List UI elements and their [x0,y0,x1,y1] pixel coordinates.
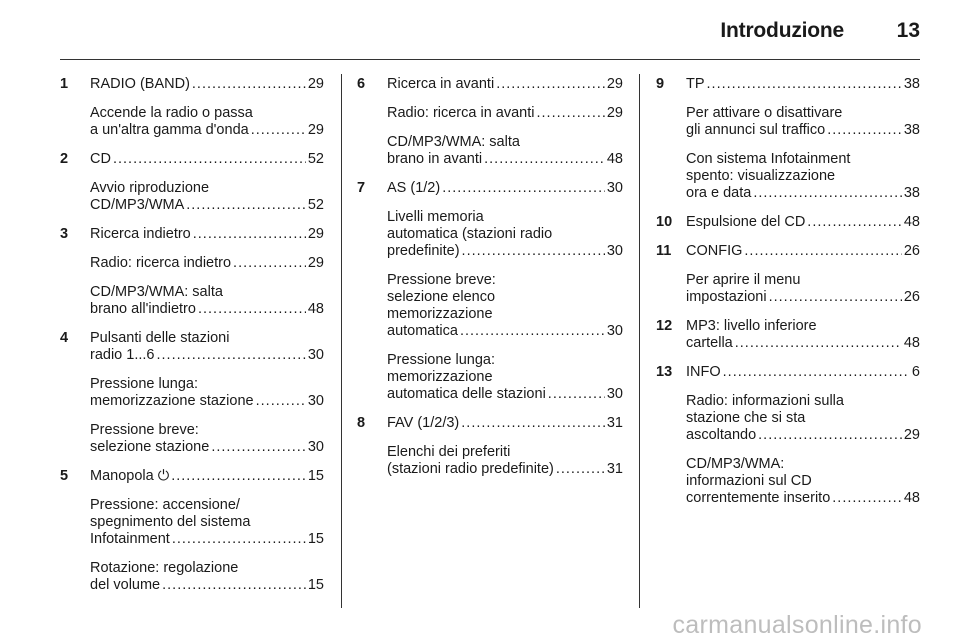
dot-leader [192,76,306,93]
entry-item [90,497,324,548]
entry-number: 10 [656,214,673,230]
entry-reference-line [387,386,623,403]
index-entry-7 [357,180,623,403]
index-entry-6 [357,76,623,168]
entry-number: 13 [656,364,673,380]
entry-text: spegnimento del sistema [90,514,251,530]
dot-leader [556,461,605,478]
entry-text: Pressione lunga: [90,376,199,392]
entry-item [90,255,324,272]
entry-text: selezione elenco [387,289,496,305]
entry-text: stazione che si sta [686,410,806,426]
page-reference: 30 [307,347,324,363]
page-reference: 38 [903,122,920,138]
page-reference: 26 [903,243,920,259]
entry-text: CD/MP3/WMA: salta [90,284,223,300]
entry-text: FAV (1/2/3) [387,415,460,431]
dot-leader [193,226,306,243]
entry-text: ascoltando [686,427,757,443]
entry-item [387,105,623,122]
dot-leader [548,386,605,403]
entry-text: MP3: livello inferiore [686,318,817,334]
entry-text: Per attivare o disattivare [686,105,843,121]
entry-number: 6 [357,76,366,92]
entry-item [387,272,623,340]
dot-leader [171,468,306,485]
entry-number: 1 [60,76,69,92]
entry-text: Elenchi dei preferiti [387,444,511,460]
entry-reference-line [90,531,324,548]
index-column-1 [60,76,324,606]
entry-item [387,134,623,168]
page-reference: 15 [307,531,324,547]
entry-text: Radio: ricerca in avanti [387,105,535,121]
page-reference: 30 [307,393,324,409]
entry-text: Rotazione: regolazione [90,560,239,576]
dot-leader [832,490,902,507]
entry-reference-line [387,415,623,432]
entry-reference-line [90,439,324,456]
dot-leader [723,364,910,381]
entry-text: Ricerca in avanti [387,76,495,92]
entry-item [686,393,920,444]
dot-leader [461,415,605,432]
dot-leader [484,151,605,168]
entry-text: Accende la radio o passa [90,105,253,121]
entry-text: Avvio riproduzione [90,180,210,196]
entry-item [686,272,920,306]
page-reference: 29 [307,76,324,92]
index-entry-5 [60,468,324,594]
page-reference: 31 [606,415,623,431]
entry-reference-line [387,105,623,122]
dot-leader [735,335,902,352]
entry-reference-line [686,427,920,444]
entry-text: predefinite) [387,243,460,259]
entry-reference-line [686,490,920,507]
dot-leader [198,301,306,318]
entry-item [90,330,324,364]
entry-reference-line [90,347,324,364]
dot-leader [758,427,902,444]
entry-number: 4 [60,330,69,346]
entry-reference-line [387,461,623,478]
dot-leader [162,577,306,594]
entry-item [387,415,623,432]
dot-leader [256,393,306,410]
entry-reference-line [90,151,324,168]
entry-number: 11 [656,243,672,259]
dot-leader [462,243,605,260]
dot-leader [251,122,306,139]
page-reference: 30 [606,323,623,339]
entry-text: INFO [686,364,721,380]
entry-reference-line [387,323,623,340]
entry-text: automatica [387,323,458,339]
dot-leader [807,214,902,231]
entry-item [90,376,324,410]
column-divider-2 [639,74,640,608]
entry-item [686,456,920,507]
entry-text: Per aprire il menu [686,272,801,288]
dot-leader [769,289,902,306]
entry-text: Espulsione del CD [686,214,806,230]
entry-text: del volume [90,577,161,593]
dot-leader [157,347,306,364]
index-entry-11 [656,243,920,306]
entry-item [90,105,324,139]
page-reference: 30 [606,386,623,402]
entry-text: TP [686,76,705,92]
entry-text: Radio: ricerca indietro [90,255,232,271]
entry-text: memorizzazione [387,306,493,322]
entry-reference-line [387,76,623,93]
entry-reference-line [387,180,623,197]
entry-item [90,468,324,485]
entry-reference-line [90,255,324,272]
entry-text: spento: visualizzazione [686,168,836,184]
entry-item [686,243,920,260]
entry-text: cartella [686,335,733,351]
page-header [0,0,960,60]
page-reference: 29 [307,122,324,138]
entry-text: CD/MP3/WMA [90,197,185,213]
page-title: Introduzione [720,19,844,42]
entry-number: 7 [357,180,366,196]
page-reference: 29 [606,76,623,92]
entry-reference-line [90,393,324,410]
page-reference: 15 [307,577,324,593]
entry-item [387,444,623,478]
page-reference: 48 [307,301,324,317]
page-reference: 52 [307,197,324,213]
entry-reference-line [686,364,920,381]
entry-number: 2 [60,151,69,167]
entry-text: (stazioni radio predefinite) [387,461,554,477]
page-reference: 29 [307,226,324,242]
entry-item [90,76,324,93]
entry-text: ora e data [686,185,752,201]
entry-text: Ricerca indietro [90,226,191,242]
entry-text: radio 1...6 [90,347,155,363]
dot-leader [211,439,306,456]
entry-text: Pressione: accensione/ [90,497,240,513]
entry-item [90,151,324,168]
entry-text: selezione stazione [90,439,210,455]
entry-reference-line [686,214,920,231]
index-entry-8 [357,415,623,478]
index-entry-13 [656,364,920,507]
dot-leader [113,151,306,168]
page-reference: 6 [911,364,920,380]
entry-item [686,214,920,231]
dot-leader [186,197,306,214]
entry-text: correntemente inserito [686,490,831,506]
dot-leader [707,76,902,93]
entry-text: a un'altra gamma d'onda [90,122,249,138]
dot-leader [537,105,605,122]
dot-leader [753,185,902,202]
entry-item [90,180,324,214]
page-reference: 29 [307,255,324,271]
entry-text: CONFIG [686,243,743,259]
entry-item [387,352,623,403]
entry-number: 8 [357,415,366,431]
entry-text: CD/MP3/WMA: [686,456,785,472]
entry-reference-line [90,226,324,243]
entry-reference-line [387,243,623,260]
entry-reference-line [387,151,623,168]
entry-text: AS (1/2) [387,180,441,196]
entry-reference-line [90,122,324,139]
entry-text: brano in avanti [387,151,483,167]
entry-text: memorizzazione stazione [90,393,254,409]
entry-text: automatica delle stazioni [387,386,546,402]
entry-number: 9 [656,76,665,92]
entry-text: Pulsanti delle stazioni [90,330,230,346]
entry-number: 3 [60,226,69,242]
entry-item [387,180,623,197]
entry-item [90,226,324,243]
index-entry-1 [60,76,324,139]
entry-item [387,76,623,93]
page-reference: 30 [307,439,324,455]
page-reference: 30 [606,180,623,196]
index-entry-2 [60,151,324,214]
entry-text: Manopola ⏻ [90,468,170,484]
page-reference: 15 [307,468,324,484]
page-reference: 48 [903,214,920,230]
page-reference: 38 [903,185,920,201]
page-reference: 31 [606,461,623,477]
entry-item [387,209,623,260]
entry-text: automatica (stazioni radio [387,226,553,242]
page-reference: 48 [903,490,920,506]
page-reference: 48 [903,335,920,351]
index-entry-3 [60,226,324,318]
entry-text: impostazioni [686,289,767,305]
entry-text: informazioni sul CD [686,473,812,489]
index-entry-4 [60,330,324,456]
entry-reference-line [686,122,920,139]
header-rule [60,59,920,60]
dot-leader [744,243,901,260]
dot-leader [172,531,306,548]
entry-text: Con sistema Infotainment [686,151,851,167]
page-reference: 29 [606,105,623,121]
entry-item [686,151,920,202]
entry-reference-line [90,468,324,485]
dot-leader [460,323,605,340]
index-entry-9 [656,76,920,202]
entry-text: memorizzazione [387,369,493,385]
entry-text: CD/MP3/WMA: salta [387,134,520,150]
entry-item [686,364,920,381]
entry-text: Pressione lunga: [387,352,496,368]
entry-reference-line [90,577,324,594]
entry-item [90,560,324,594]
dot-leader [233,255,306,272]
page-reference: 38 [903,76,920,92]
entry-reference-line [686,185,920,202]
entry-text: gli annunci sul traffico [686,122,826,138]
dot-leader [496,76,605,93]
page-reference: 52 [307,151,324,167]
entry-reference-line [90,76,324,93]
column-divider-1 [341,74,342,608]
entry-item [90,422,324,456]
index-entry-12 [656,318,920,352]
entry-reference-line [686,76,920,93]
index-column-2 [357,76,623,490]
index-entry-10 [656,214,920,231]
entry-text: RADIO (BAND) [90,76,190,92]
entry-number: 12 [656,318,673,334]
dot-leader [827,122,902,139]
entry-item [90,284,324,318]
page-reference: 30 [606,243,623,259]
entry-reference-line [90,301,324,318]
dot-leader [442,180,605,197]
entry-text: brano all'indietro [90,301,196,317]
entry-item [686,76,920,93]
entry-text: CD [90,151,111,167]
entry-reference-line [90,197,324,214]
page-reference: 48 [606,151,623,167]
page-number: 13 [896,19,920,42]
entry-text: Radio: informazioni sulla [686,393,844,409]
entry-reference-line [686,335,920,352]
entry-text: Infotainment [90,531,170,547]
entry-reference-line [686,243,920,260]
page-reference: 26 [903,289,920,305]
watermark: carmanualsonline.info [672,611,922,639]
entry-text: Pressione breve: [387,272,496,288]
entry-item [686,318,920,352]
entry-text: Livelli memoria [387,209,484,225]
entry-item [686,105,920,139]
page-reference: 29 [903,427,920,443]
entry-reference-line [686,289,920,306]
entry-text: Pressione breve: [90,422,199,438]
index-column-3 [656,76,920,519]
entry-number: 5 [60,468,69,484]
